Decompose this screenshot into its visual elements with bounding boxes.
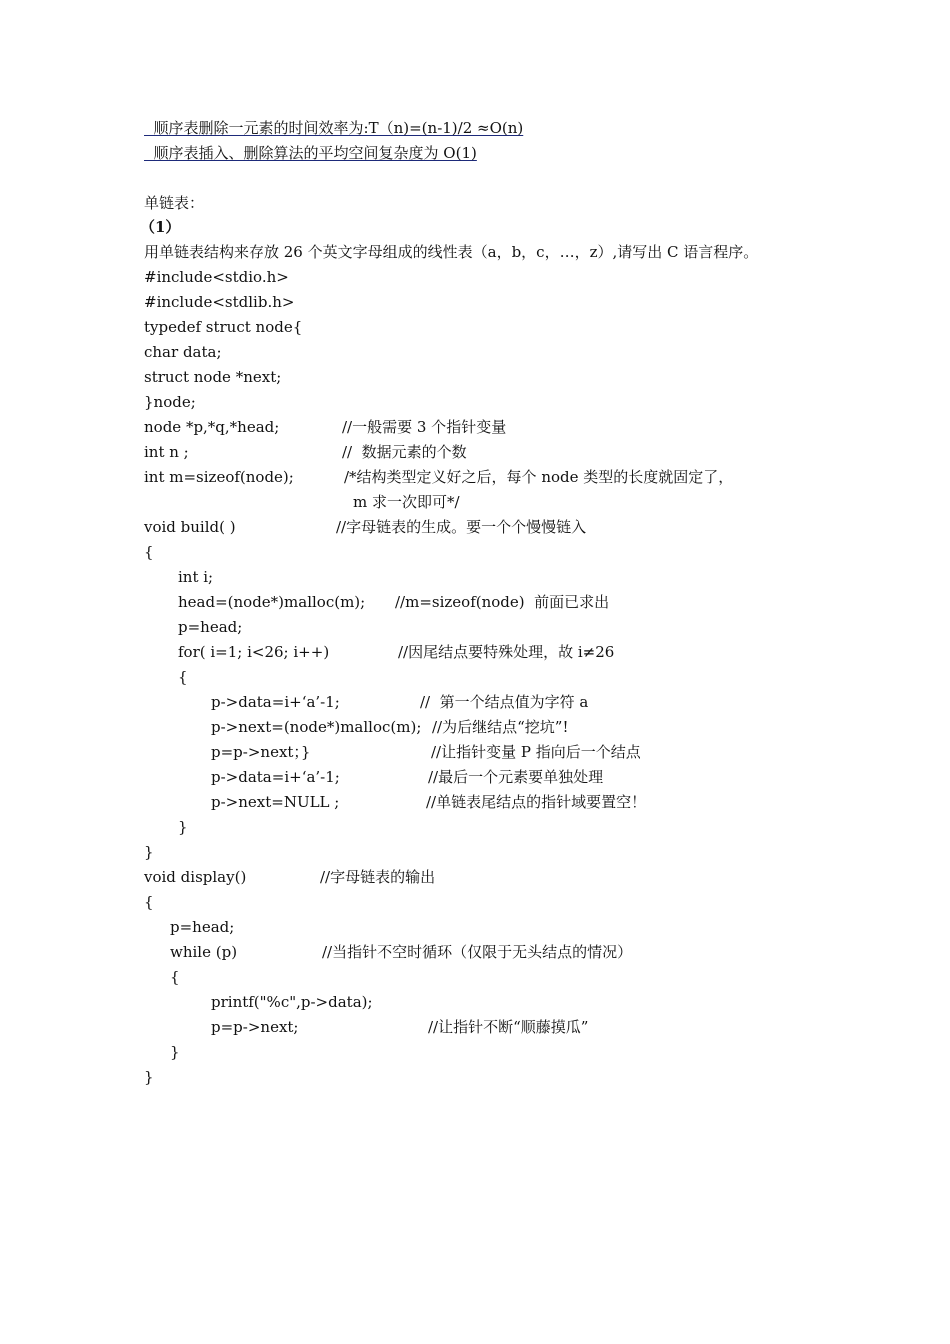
code-include-stdio: #include<stdio.h> [144,268,289,286]
comment-decl-m-line2: m 求一次即可*/ [353,493,460,511]
code-char-data: char data; [144,343,222,361]
comment-display-p-advance: //让指针不断“顺藤摸瓜” [428,1018,589,1036]
code-p-next-alloc: p->next=(node*)malloc(m); [211,718,422,736]
code-brace-open: { [170,968,180,986]
code-display-p-advance: p=p->next; [211,1018,299,1036]
comment-display-signature: //字母链表的输出 [320,868,436,886]
comment-decl-m-line1: /*结构类型定义好之后，每个 node 类型的长度就固定了， [344,468,734,486]
comment-while-p: //当指针不空时循环（仅限于无头结点的情况） [322,943,633,961]
code-typedef: typedef struct node{ [144,318,303,336]
code-display-signature: void display() [144,868,247,886]
code-brace-open: { [144,543,154,561]
comment-p-advance: //让指针变量 P 指向后一个结点 [431,743,641,761]
code-decl-n: int n ; [144,443,189,461]
comment-p-data: // 第一个结点值为字符 a [420,693,589,711]
code-p-data: p->data=i+‘a’-1; [211,693,340,711]
note-space-complexity: 顺序表插入、删除算法的平均空间复杂度为 O(1) [144,144,477,162]
code-p-advance: p=p->next；} [211,743,311,761]
code-p-head: p=head; [178,618,243,636]
comment-build-signature: //字母链表的生成。要一个个慢慢链入 [336,518,587,536]
comment-p-next-null: //单链表尾结点的指针域要置空！ [426,793,647,811]
code-brace-open: { [144,893,154,911]
code-brace-open: { [178,668,188,686]
code-include-stdlib: #include<stdlib.h> [144,293,295,311]
code-decl-pointers: node *p,*q,*head; [144,418,280,436]
code-brace-close: } [144,1068,154,1086]
comment-decl-pointers: //一般需要 3 个指针变量 [342,418,507,436]
code-brace-close: } [178,818,188,836]
code-printf: printf("%c",p->data); [211,993,373,1011]
code-p-data-last: p->data=i+‘a’-1; [211,768,340,786]
code-head-alloc: head=(node*)malloc(m); [178,593,366,611]
code-brace-close: } [170,1043,180,1061]
comment-decl-n: // 数据元素的个数 [342,443,467,461]
comment-p-data-last: //最后一个元素要单独处理 [428,768,604,786]
code-struct-next: struct node *next; [144,368,282,386]
code-for-loop: for( i=1; i<26; i++) [178,643,330,661]
problem-statement: 用单链表结构来存放 26 个英文字母组成的线性表（a，b，c，…，z）,请写出 C 语言程序。 [144,243,759,261]
code-end-node: }node; [144,393,196,411]
comment-p-next-alloc: //为后继结点“挖坑”! [432,718,569,736]
code-build-signature: void build( ) [144,518,236,536]
code-int-i: int i; [178,568,214,586]
note-delete-time-efficiency: 顺序表删除一元素的时间效率为:T（n)=(n-1)/2 ≈O(n) [144,119,524,137]
code-decl-m: int m=sizeof(node); [144,468,294,486]
code-brace-close: } [144,843,154,861]
comment-head-alloc: //m=sizeof(node) 前面已求出 [395,593,610,611]
item-number: （1） [140,218,181,236]
section-title: 单链表： [144,194,205,212]
code-display-p-head: p=head; [170,918,235,936]
code-while-p: while (p) [170,943,238,961]
comment-for-loop: //因尾结点要特殊处理，故 i≠26 [398,643,615,661]
code-p-next-null: p->next=NULL ; [211,793,340,811]
